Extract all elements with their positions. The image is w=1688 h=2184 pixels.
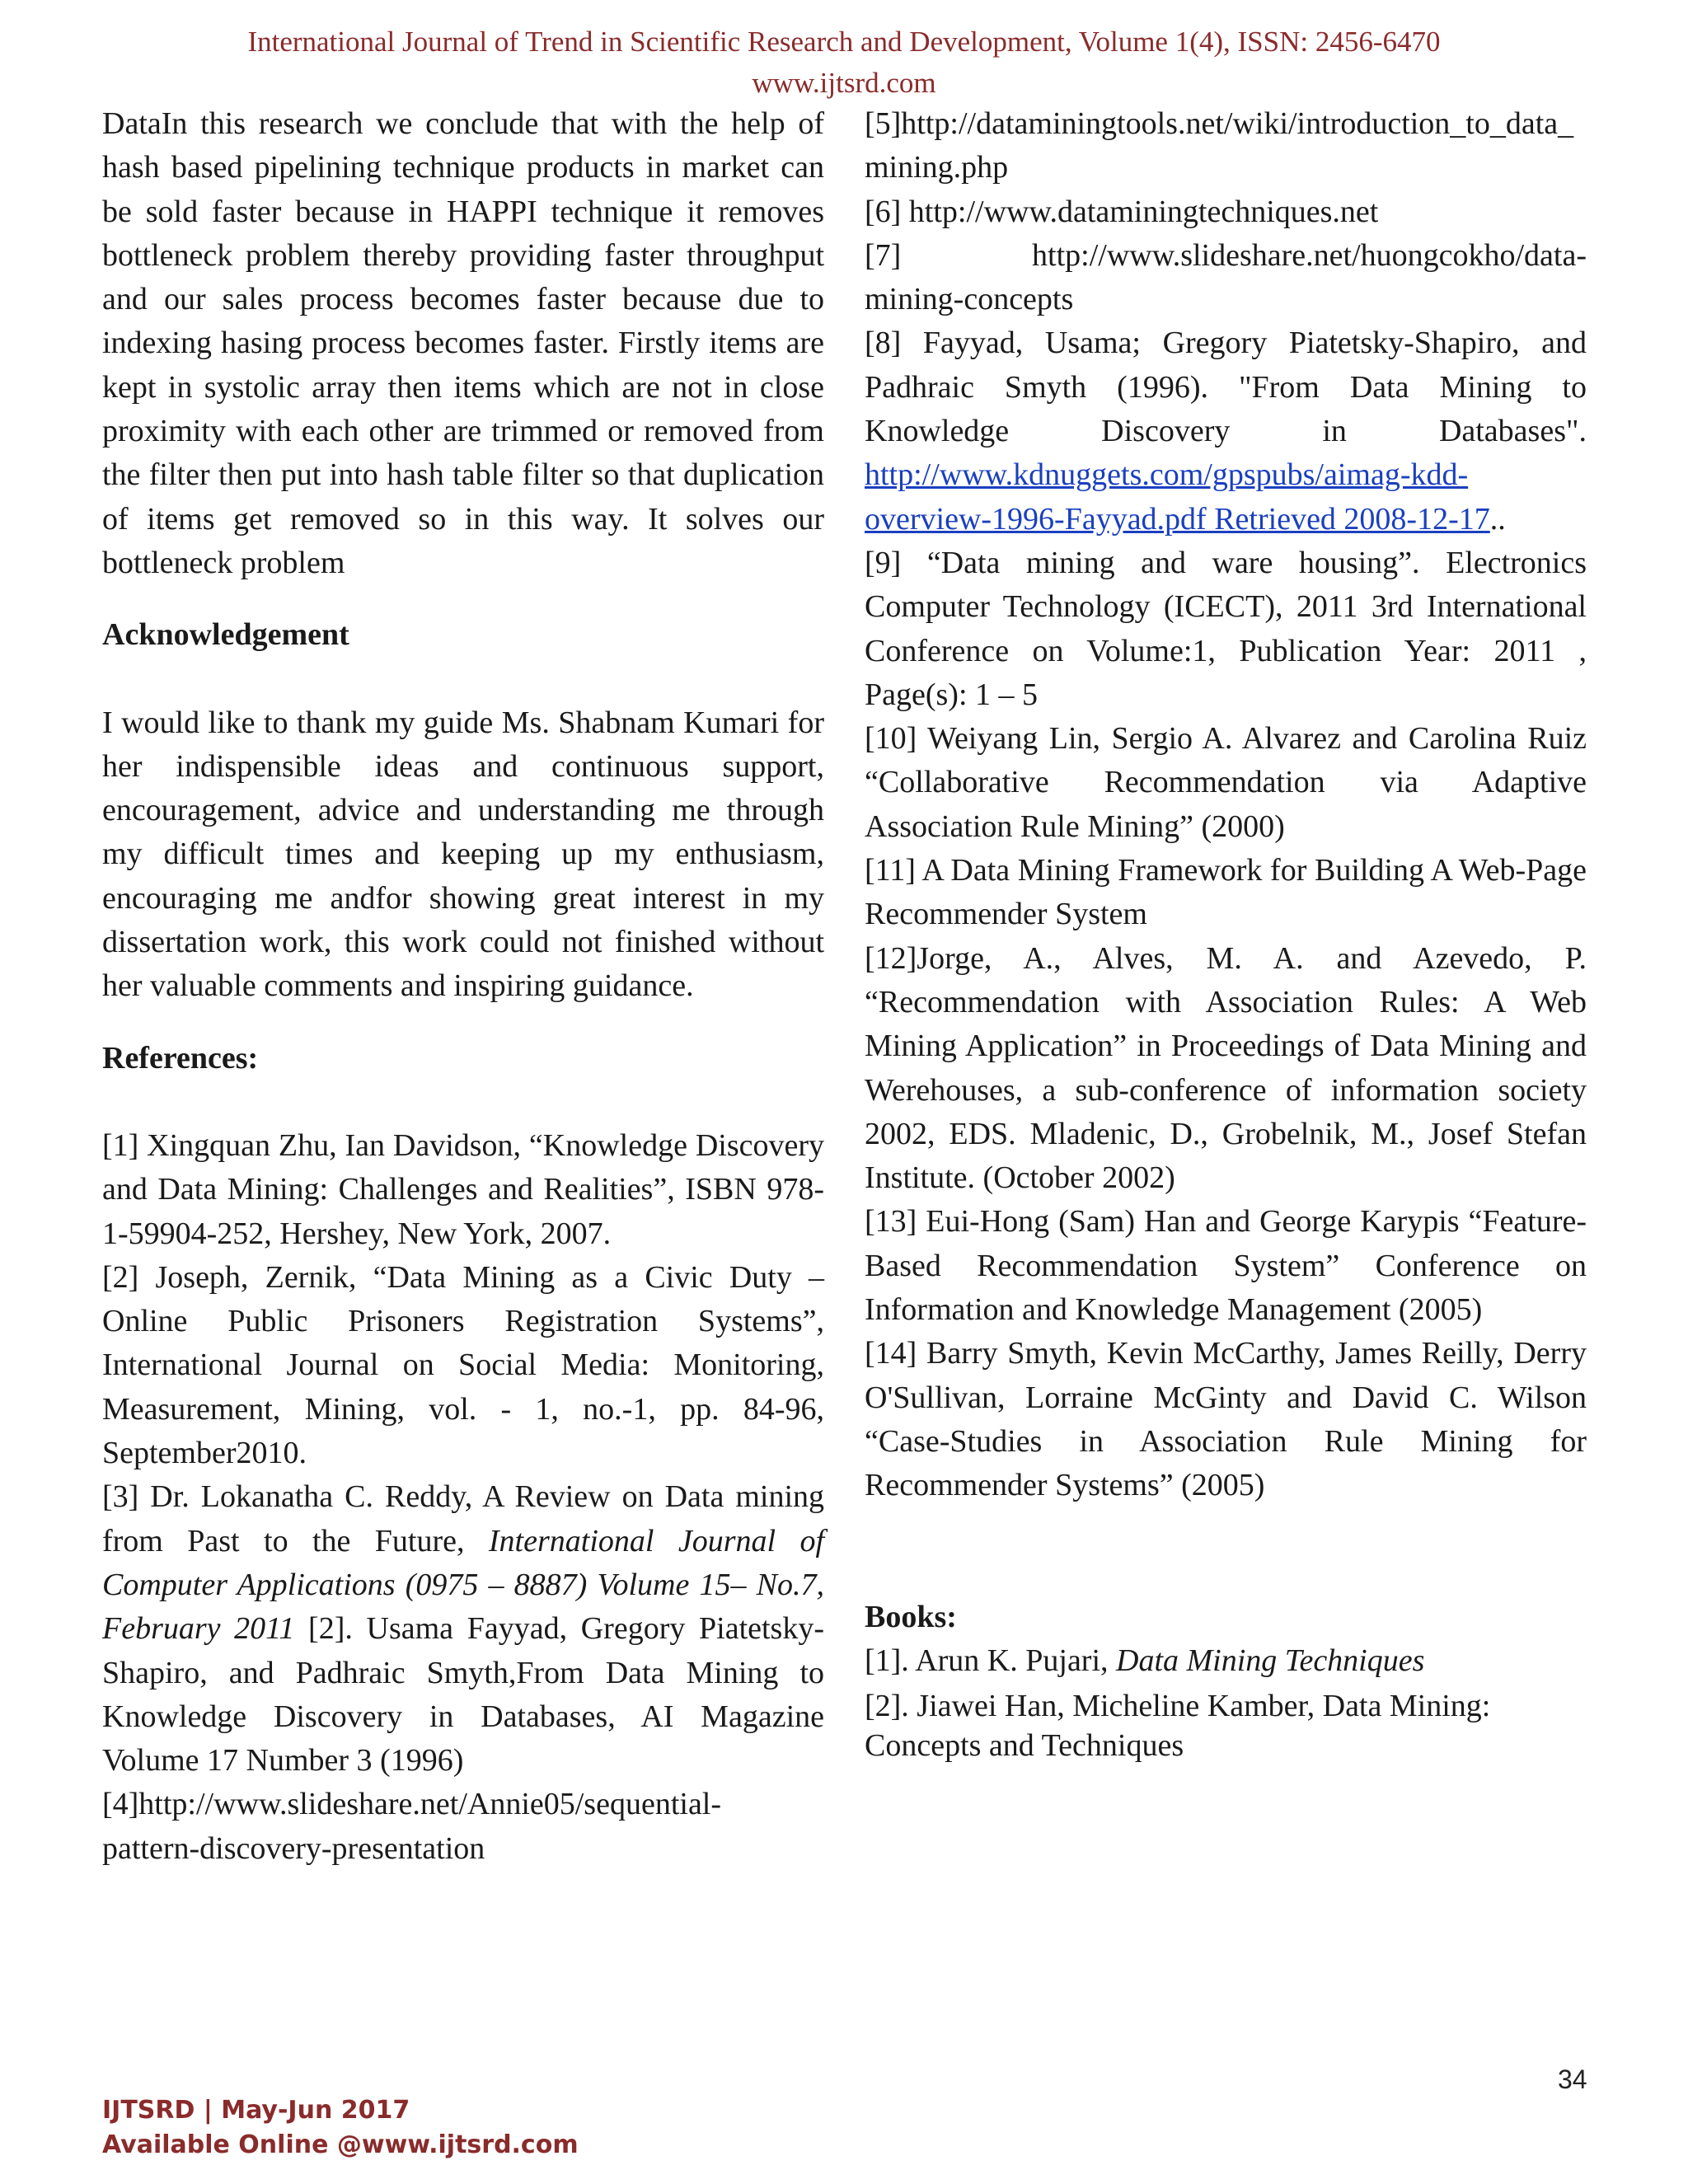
page-number: 34 [1558, 2064, 1587, 2094]
right-column [865, 102, 1587, 1765]
reference-item-14: [14] Barry Smyth, Kevin McCarthy, James Reilly, Derry O'Sullivan, Lorraine McGinty and David C. Wilson “Case-Studies in Association Rule Mining for Recommender Systems” (2005) [865, 1336, 1587, 1503]
book-item-1 [865, 1639, 1587, 1683]
reference-item-13: [13] Eui-Hong (Sam) Han and George Karypis “Feature-Based Recommendation System” Conference on Information and Knowledge Management (2005) [865, 1204, 1587, 1328]
book-item-2 [865, 1686, 1587, 1765]
reference-item-11: [11] A Data Mining Framework for Building A Web-Page Recommender System [865, 853, 1587, 932]
reference-item-10: [10] Weiyang Lin, Sergio A. Alvarez and Carolina Ruiz “Collaborative Recommendation via Adaptive Association Rule Mining” (2000) [865, 721, 1587, 844]
footer-issue: IJTSRD | May-Jun 2017 [102, 2096, 410, 2125]
reference-item-12: [12]Jorge, A., Alves, M. A. and Azevedo, P. “Recommendation with Association Rules: A Web Mining Application” in Proceedings of Data Mining and Werehouses, a sub-conference of information society 2002, EDS. Mladenic, D., Grobelnik, M., Josef Stefan Institute. (October 2002) [865, 940, 1587, 1196]
book-1-title: Data Mining Techniques [1116, 1643, 1425, 1678]
conclusion-paragraph: DataIn this research we conclude that with the help of hash based pipelining technique products in market can be sold faster because in HAPPI technique it removes bottleneck problem thereby providing faster throughput and our sales process becomes faster because due to indexing hasing process becomes faster. Firstly items are kept in systolic array then items which are not in close proximity with each other are trimmed or removed from the filter then put into hash table filter so that duplication of items get removed so in this way. It solves our bottleneck problem [102, 106, 824, 580]
reference-3-journal: International Journal of Computer Applications (0975 – 8887) Volume 15– No.7, February 2011 [102, 1523, 825, 1647]
acknowledgement-paragraph: I would like to thank my guide Ms. Shabnam Kumari for her indispensible ideas and continuous support, encouragement, advice and understanding me through my difficult times and keeping up my enthusiasm, encouraging me andfor showing great interest in my dissertation work, this work could not finished without her valuable comments and inspiring guidance. [102, 705, 824, 1004]
reference-item-8 [865, 321, 1587, 541]
book-2-line-1: [2]. Jiawei Han, Micheline Kamber, Data Mining: [865, 1689, 1491, 1724]
reference-4-line-1: [4]http://www.slideshare.net/Annie05/sequential- [102, 1787, 722, 1822]
left-column [102, 102, 824, 1871]
books-heading: Books: [865, 1599, 957, 1634]
reference-item-4 [102, 1783, 824, 1871]
reference-8-tail: .. [1489, 501, 1506, 537]
reference-8-link[interactable]: http://www.kdnuggets.com/gpspubs/aimag-kdd-overview-1996-Fayyad.pdf Retrieved 2008-12-17 [865, 457, 1490, 537]
reference-item-7: [7] http://www.slideshare.net/huongcokho/data-mining-concepts [865, 237, 1587, 317]
acknowledgement-heading: Acknowledgement [102, 617, 349, 653]
reference-item-1: [1] Xingquan Zhu, Ian Davidson, “Knowledge Discovery and Data Mining: Challenges and Realities”, ISBN 978- 1-59904-252, Hershey, New York, 2007. [102, 1127, 824, 1251]
journal-title: International Journal of Trend in Scientific Research and Development, Volume 1(4), ISSN: 2456-6470 [247, 26, 1441, 58]
book-1-author: [1]. Arun K. Pujari, [865, 1643, 1117, 1678]
reference-item-5: [5]http://dataminingtools.net/wiki/introduction_to_data_mining.php [865, 106, 1574, 185]
reference-3-text: [3] Dr. Lokanatha C. Reddy, A Review on Data mining from Past to the Future, [102, 1479, 824, 1558]
reference-item-2: [2] Joseph, Zernik, “Data Mining as a Civic Duty – Online Public Prisoners Registration Systems”, International Journal on Social Media: Monitoring, Measurement, Mining, vol. - 1, no.-1, pp. 84-96, September2010. [102, 1259, 824, 1471]
reference-item-3 [102, 1475, 824, 1783]
journal-website: www.ijtsrd.com [752, 67, 936, 99]
reference-4-line-2: pattern-discovery-presentation [102, 1830, 485, 1866]
book-2-line-2: Concepts and Techniques [865, 1728, 1184, 1764]
references-heading: References: [102, 1040, 259, 1076]
reference-3-continuation: [2]. Usama Fayyad, Gregory Piatetsky-Shapiro, and Padhraic Smyth,From Data Mining to Knowledge Discovery in Databases, AI Magazine Volume 17 Number 3 (1996) [102, 1611, 825, 1779]
page-footer [102, 2093, 579, 2163]
journal-header [0, 21, 1688, 104]
reference-item-6: [6] http://www.dataminingtechniques.net [865, 194, 1379, 229]
reference-item-9: [9] “Data mining and ware housing”. Electronics Computer Technology (ICECT), 2011 3rd International Conference on Volume:1, Publication Year: 2011 , Page(s): 1 – 5 [865, 545, 1587, 712]
footer-availability: Available Online @www.ijtsrd.com [102, 2130, 579, 2159]
reference-8-text: [8] Fayyad, Usama; Gregory Piatetsky-Shapiro, and Padhraic Smyth (1996). "From Data Mining to Knowledge Discovery in Databases". [865, 326, 1587, 449]
